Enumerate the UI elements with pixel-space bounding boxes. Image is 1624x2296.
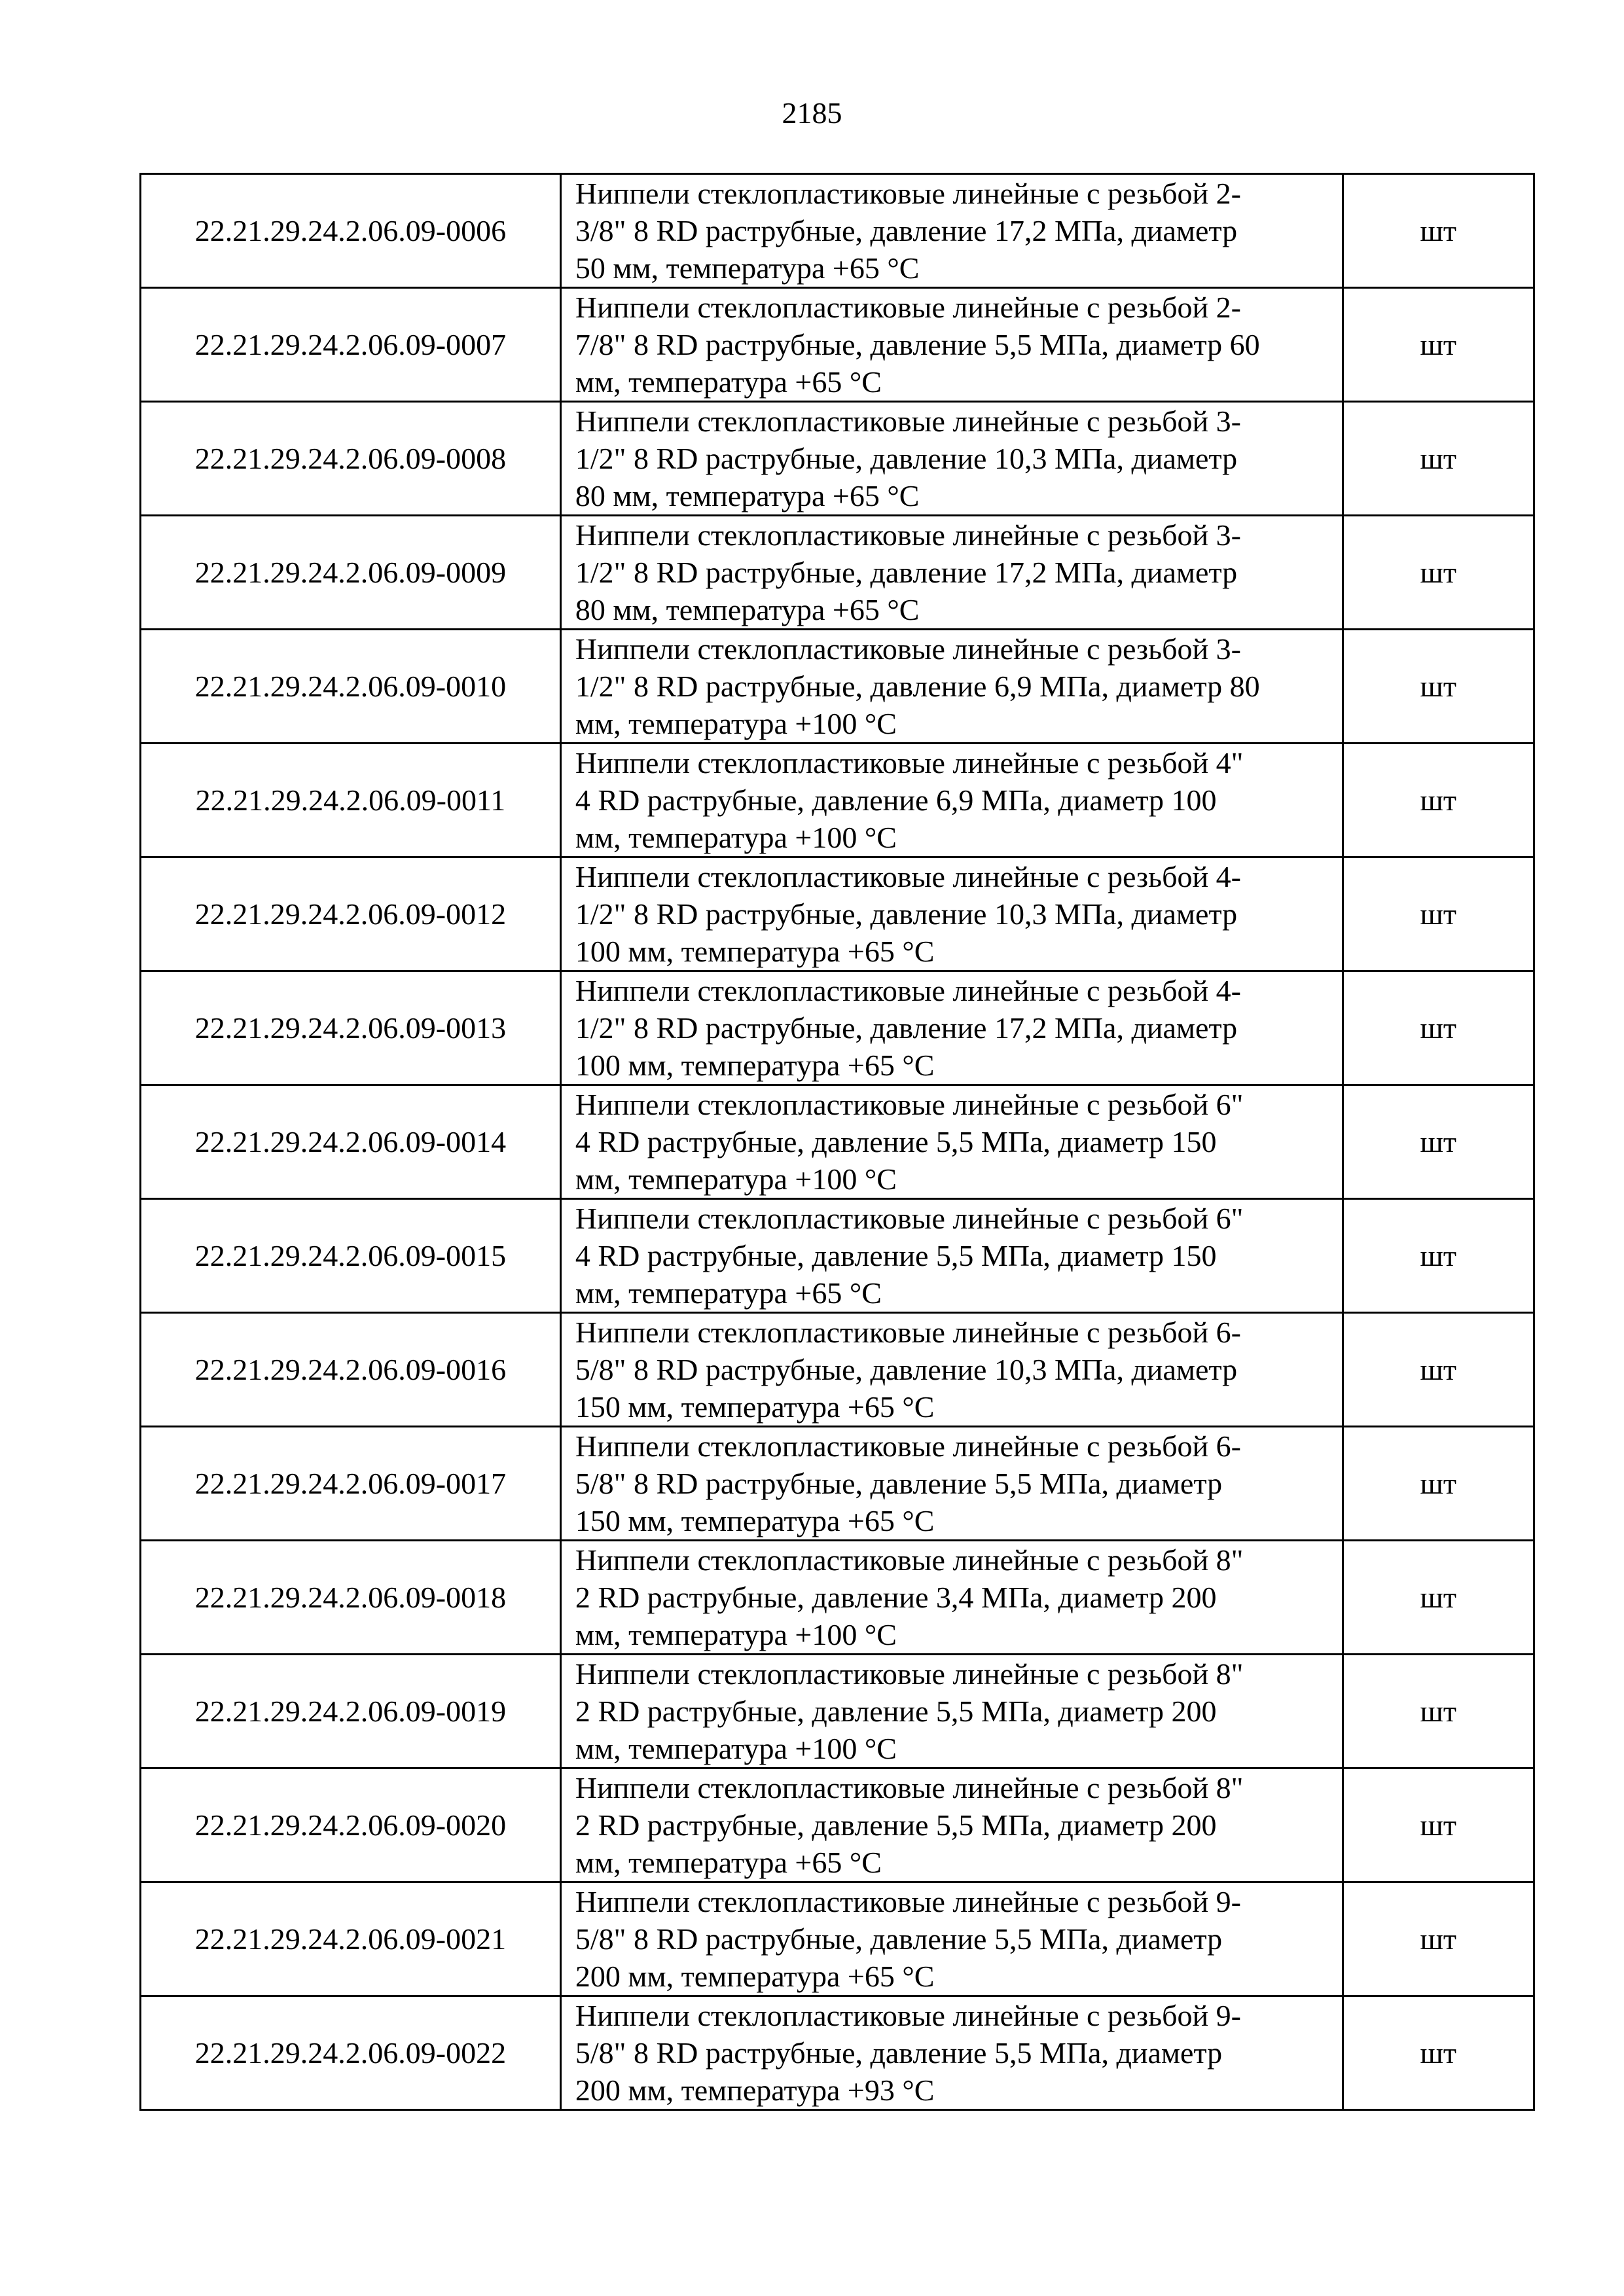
description-line: 5/8" 8 RD раструбные, давление 5,5 МПа, диаметр <box>575 2036 1223 2070</box>
description-line: 2 RD раструбные, давление 5,5 МПа, диаметр 200 <box>575 1695 1217 1728</box>
description-line: мм, температура +100 °С <box>575 1618 897 1651</box>
description-line: 1/2" 8 RD раструбные, давление 6,9 МПа, диаметр 80 <box>575 670 1260 703</box>
table-row <box>141 1882 1534 1996</box>
description-line: Ниппели стеклопластиковые линейные с резьбой 3- <box>575 632 1241 666</box>
description-line: Ниппели стеклопластиковые линейные с резьбой 3- <box>575 518 1241 552</box>
description-line: 4 RD раструбные, давление 6,9 МПа, диаметр 100 <box>575 783 1217 817</box>
description-line: 4 RD раструбные, давление 5,5 МПа, диаметр 150 <box>575 1125 1217 1158</box>
table-row <box>141 744 1534 857</box>
table-row <box>141 857 1534 971</box>
item-unit-cell: шт <box>1343 744 1534 857</box>
description-line: 1/2" 8 RD раструбные, давление 17,2 МПа, диаметр <box>575 1011 1238 1045</box>
item-code-cell: 22.21.29.24.2.06.09-0008 <box>141 402 561 516</box>
description-line: мм, температура +65 °С <box>575 1846 882 1879</box>
description-line: Ниппели стеклопластиковые линейные с резьбой 9- <box>575 1885 1241 1918</box>
item-unit-cell: шт <box>1343 174 1534 288</box>
description-line: 4 RD раструбные, давление 5,5 МПа, диаметр 150 <box>575 1239 1217 1272</box>
item-code-cell: 22.21.29.24.2.06.09-0017 <box>141 1427 561 1541</box>
item-code-cell: 22.21.29.24.2.06.09-0009 <box>141 516 561 630</box>
table-row <box>141 174 1534 288</box>
item-description-cell <box>560 1768 1343 1882</box>
table-row <box>141 1655 1534 1768</box>
description-line: мм, температура +100 °С <box>575 1732 897 1765</box>
item-code-cell: 22.21.29.24.2.06.09-0011 <box>141 744 561 857</box>
page-number: 2185 <box>782 96 842 130</box>
description-line: 100 мм, температура +65 °С <box>575 935 935 968</box>
table-row <box>141 1085 1534 1199</box>
description-line: 3/8" 8 RD раструбные, давление 17,2 МПа, диаметр <box>575 214 1238 247</box>
description-line: мм, температура +100 °С <box>575 1162 897 1196</box>
item-unit-cell: шт <box>1343 402 1534 516</box>
item-unit-cell: шт <box>1343 971 1534 1085</box>
item-unit-cell: шт <box>1343 516 1534 630</box>
item-code-cell: 22.21.29.24.2.06.09-0013 <box>141 971 561 1085</box>
description-line: 5/8" 8 RD раструбные, давление 5,5 МПа, диаметр <box>575 1467 1223 1500</box>
item-description-cell <box>560 174 1343 288</box>
description-line: Ниппели стеклопластиковые линейные с резьбой 4- <box>575 974 1241 1007</box>
description-line: 5/8" 8 RD раструбные, давление 10,3 МПа, диаметр <box>575 1353 1238 1386</box>
table-row <box>141 971 1534 1085</box>
item-unit-cell: шт <box>1343 1996 1534 2110</box>
description-line: 200 мм, температура +93 °С <box>575 2073 935 2107</box>
item-unit-cell: шт <box>1343 1085 1534 1199</box>
table-row <box>141 402 1534 516</box>
item-code-cell: 22.21.29.24.2.06.09-0012 <box>141 857 561 971</box>
item-unit-cell: шт <box>1343 1427 1534 1541</box>
item-code-cell: 22.21.29.24.2.06.09-0018 <box>141 1541 561 1655</box>
item-code-cell: 22.21.29.24.2.06.09-0016 <box>141 1313 561 1427</box>
item-description-cell <box>560 1655 1343 1768</box>
item-unit-cell: шт <box>1343 1882 1534 1996</box>
item-description-cell <box>560 1199 1343 1313</box>
table-row <box>141 1427 1534 1541</box>
description-line: Ниппели стеклопластиковые линейные с резьбой 6- <box>575 1429 1241 1463</box>
item-description-cell <box>560 288 1343 402</box>
description-line: 80 мм, температура +65 °С <box>575 593 920 626</box>
table-body <box>141 174 1534 2110</box>
description-line: Ниппели стеклопластиковые линейные с резьбой 4" <box>575 746 1244 780</box>
item-description-cell <box>560 1313 1343 1427</box>
table-row <box>141 1768 1534 1882</box>
item-unit-cell: шт <box>1343 1541 1534 1655</box>
item-description-cell <box>560 630 1343 744</box>
table-row <box>141 1199 1534 1313</box>
description-line: 200 мм, температура +65 °С <box>575 1960 935 1993</box>
item-description-cell <box>560 516 1343 630</box>
description-line: мм, температура +100 °С <box>575 821 897 854</box>
description-line: Ниппели стеклопластиковые линейные с резьбой 4- <box>575 860 1241 893</box>
description-line: Ниппели стеклопластиковые линейные с резьбой 8" <box>575 1771 1244 1804</box>
description-line: 1/2" 8 RD раструбные, давление 17,2 МПа, диаметр <box>575 556 1238 589</box>
item-code-cell: 22.21.29.24.2.06.09-0015 <box>141 1199 561 1313</box>
item-code-cell: 22.21.29.24.2.06.09-0022 <box>141 1996 561 2110</box>
description-line: Ниппели стеклопластиковые линейные с резьбой 6" <box>575 1202 1244 1235</box>
item-code-cell: 22.21.29.24.2.06.09-0010 <box>141 630 561 744</box>
description-line: 150 мм, температура +65 °С <box>575 1504 935 1537</box>
table-row <box>141 1996 1534 2110</box>
description-line: Ниппели стеклопластиковые линейные с резьбой 2- <box>575 291 1241 324</box>
item-description-cell <box>560 1085 1343 1199</box>
description-line: 2 RD раструбные, давление 3,4 МПа, диаметр 200 <box>575 1581 1217 1614</box>
item-code-cell: 22.21.29.24.2.06.09-0020 <box>141 1768 561 1882</box>
description-line: Ниппели стеклопластиковые линейные с резьбой 8" <box>575 1657 1244 1691</box>
description-line: 5/8" 8 RD раструбные, давление 5,5 МПа, диаметр <box>575 1922 1223 1956</box>
description-line: 80 мм, температура +65 °С <box>575 479 920 512</box>
item-unit-cell: шт <box>1343 857 1534 971</box>
item-description-cell <box>560 1541 1343 1655</box>
item-unit-cell: шт <box>1343 288 1534 402</box>
item-unit-cell: шт <box>1343 1199 1534 1313</box>
item-description-cell <box>560 1427 1343 1541</box>
item-unit-cell: шт <box>1343 1768 1534 1882</box>
description-line: 50 мм, температура +65 °С <box>575 251 920 285</box>
description-line: мм, температура +65 °С <box>575 1276 882 1310</box>
description-line: 2 RD раструбные, давление 5,5 МПа, диаметр 200 <box>575 1808 1217 1842</box>
description-line: Ниппели стеклопластиковые линейные с резьбой 9- <box>575 1999 1241 2032</box>
item-description-cell <box>560 1996 1343 2110</box>
item-code-cell: 22.21.29.24.2.06.09-0006 <box>141 174 561 288</box>
description-line: Ниппели стеклопластиковые линейные с резьбой 6" <box>575 1088 1244 1121</box>
item-code-cell: 22.21.29.24.2.06.09-0021 <box>141 1882 561 1996</box>
item-description-cell <box>560 1882 1343 1996</box>
description-line: мм, температура +65 °С <box>575 365 882 399</box>
item-code-cell: 22.21.29.24.2.06.09-0019 <box>141 1655 561 1768</box>
item-unit-cell: шт <box>1343 1313 1534 1427</box>
description-line: 7/8" 8 RD раструбные, давление 5,5 МПа, диаметр 60 <box>575 328 1260 361</box>
description-line: мм, температура +100 °С <box>575 707 897 740</box>
table-row <box>141 1313 1534 1427</box>
table-row <box>141 1541 1534 1655</box>
item-description-cell <box>560 744 1343 857</box>
description-line: 100 мм, температура +65 °С <box>575 1049 935 1082</box>
table-row <box>141 288 1534 402</box>
materials-table <box>139 173 1535 2111</box>
item-description-cell <box>560 402 1343 516</box>
item-unit-cell: шт <box>1343 1655 1534 1768</box>
item-unit-cell: шт <box>1343 630 1534 744</box>
description-line: Ниппели стеклопластиковые линейные с резьбой 6- <box>575 1316 1241 1349</box>
item-description-cell <box>560 857 1343 971</box>
item-description-cell <box>560 971 1343 1085</box>
table-row <box>141 630 1534 744</box>
description-line: 150 мм, температура +65 °С <box>575 1390 935 1424</box>
description-line: 1/2" 8 RD раструбные, давление 10,3 МПа, диаметр <box>575 442 1238 475</box>
item-code-cell: 22.21.29.24.2.06.09-0007 <box>141 288 561 402</box>
table-row <box>141 516 1534 630</box>
description-line: 1/2" 8 RD раструбные, давление 10,3 МПа, диаметр <box>575 897 1238 931</box>
description-line: Ниппели стеклопластиковые линейные с резьбой 3- <box>575 404 1241 438</box>
item-code-cell: 22.21.29.24.2.06.09-0014 <box>141 1085 561 1199</box>
description-line: Ниппели стеклопластиковые линейные с резьбой 8" <box>575 1543 1244 1577</box>
description-line: Ниппели стеклопластиковые линейные с резьбой 2- <box>575 177 1241 210</box>
